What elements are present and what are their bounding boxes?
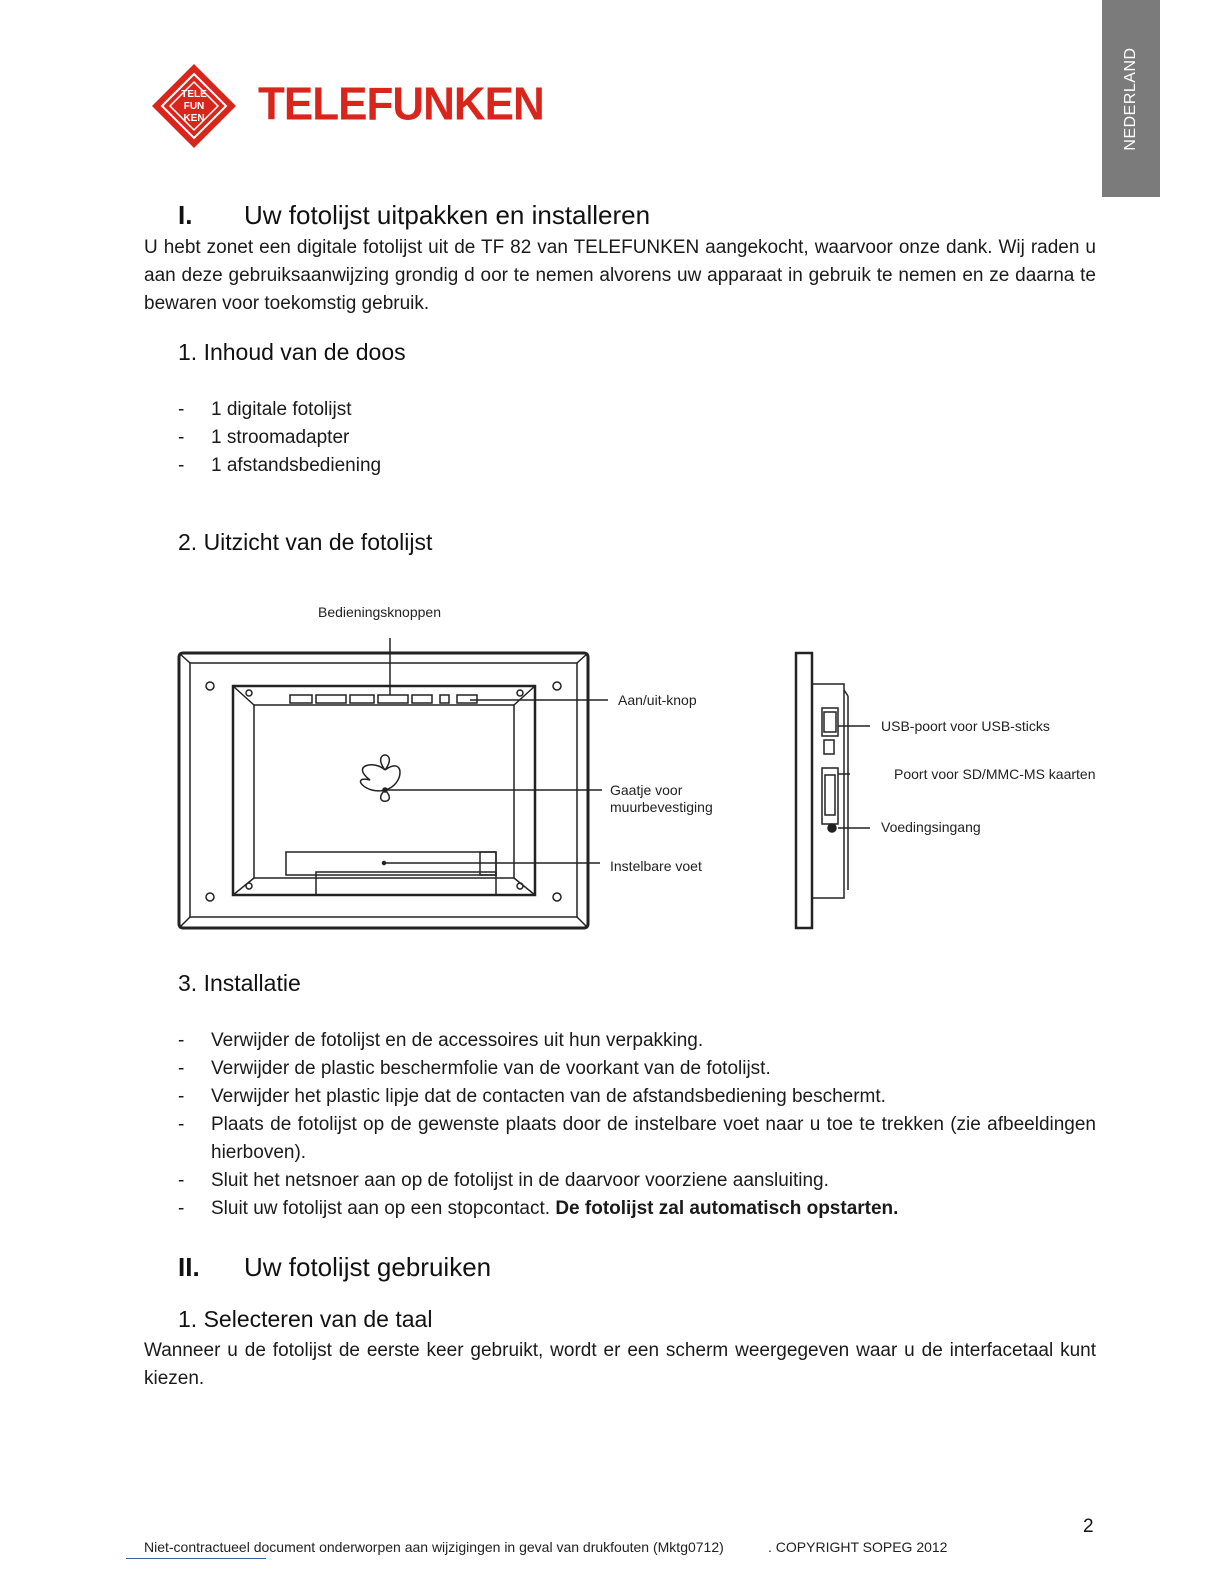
list-item: - Verwijder de plastic beschermfolie van de voorkant van de fotolijst. [178, 1055, 1096, 1083]
section-1-number: I. [178, 200, 193, 230]
installation-list [178, 1027, 1096, 1223]
brand-name: TELEFUNKEN [258, 78, 544, 131]
box-contents-heading: 1. Inhoud van de doos [178, 339, 406, 365]
list-item: - Plaats de fotolijst op de gewenste plaats door de instelbare voet naar u toe te trekken (zie afbeeldingen hierboven). [178, 1111, 1096, 1167]
section-2-number: II. [178, 1252, 200, 1282]
label-wall-hole-2: muurbevestiging [610, 799, 713, 815]
frame-view-heading: 2. Uitzicht van de fotolijst [178, 529, 433, 555]
footer-disclaimer: Niet-contractueel document onderworpen aan wijzigingen in geval van drukfouten (Mktg0712) [144, 1539, 724, 1555]
label-control-buttons: Bedieningsknoppen [318, 604, 441, 620]
list-item: - Sluit het netsnoer aan op de fotolijst in de daarvoor voorziene aansluiting. [178, 1167, 1096, 1195]
section-2-title: Uw fotolijst gebruiken [244, 1252, 492, 1282]
list-item [178, 1195, 1096, 1223]
language-tab [1102, 0, 1160, 197]
label-usb-port: USB-poort voor USB-sticks [881, 718, 1050, 734]
list-item: - 1 afstandsbediening [178, 452, 381, 480]
label-card-slot: Poort voor SD/MMC-MS kaarten [894, 766, 1096, 782]
list-item-text: Sluit uw fotolijst aan op een stopcontact. [211, 1198, 556, 1219]
logo-text-2: FUN [183, 101, 205, 112]
label-power-button: Aan/uit-knop [618, 692, 697, 708]
language-select-paragraph: Wanneer u de fotolijst de eerste keer gebruikt, wordt er een scherm weergegeven waar u de interfacetaal kunt kiezen. [144, 1340, 1096, 1389]
list-item-bold: De fotolijst zal automatisch opstarten. [555, 1198, 899, 1219]
footer-copyright: . COPYRIGHT SOPEG 2012 [768, 1539, 948, 1555]
intro-paragraph: U hebt zonet een digitale fotolijst uit de TF 82 van TELEFUNKEN aangekocht, waarvoor onze dank. Wij raden u aan deze gebruiksaanwijzing grondig d oor te nemen alvorens uw apparaat in gebruik te nemen en ze daarna te bewaren voor toekomstig gebruik. [144, 237, 1096, 314]
footer-divider [126, 1558, 266, 1559]
list-item: - 1 digitale fotolijst [178, 396, 381, 424]
logo-text-3: KEN [183, 113, 205, 124]
installation-heading: 3. Installatie [178, 970, 301, 996]
list-item: - 1 stroomadapter [178, 424, 381, 452]
label-dc-input: Voedingsingang [881, 819, 981, 835]
language-select-heading: 1. Selecteren van de taal [178, 1306, 433, 1332]
label-adjustable-stand: Instelbare voet [610, 858, 702, 874]
language-tab-label: NEDERLAND [1122, 46, 1139, 151]
box-contents-list [178, 396, 381, 480]
telefunken-logo [150, 62, 238, 150]
section-1-title: Uw fotolijst uitpakken en installeren [244, 200, 651, 230]
list-item: - Verwijder het plastic lipje dat de contacten van de afstandsbediening beschermt. [178, 1083, 1096, 1111]
list-item: - Verwijder de fotolijst en de accessoires uit hun verpakking. [178, 1027, 1096, 1055]
page-number: 2 [1083, 1516, 1094, 1537]
label-wall-hole-1: Gaatje voor [610, 782, 683, 798]
logo-text-1: TELE [181, 89, 207, 100]
